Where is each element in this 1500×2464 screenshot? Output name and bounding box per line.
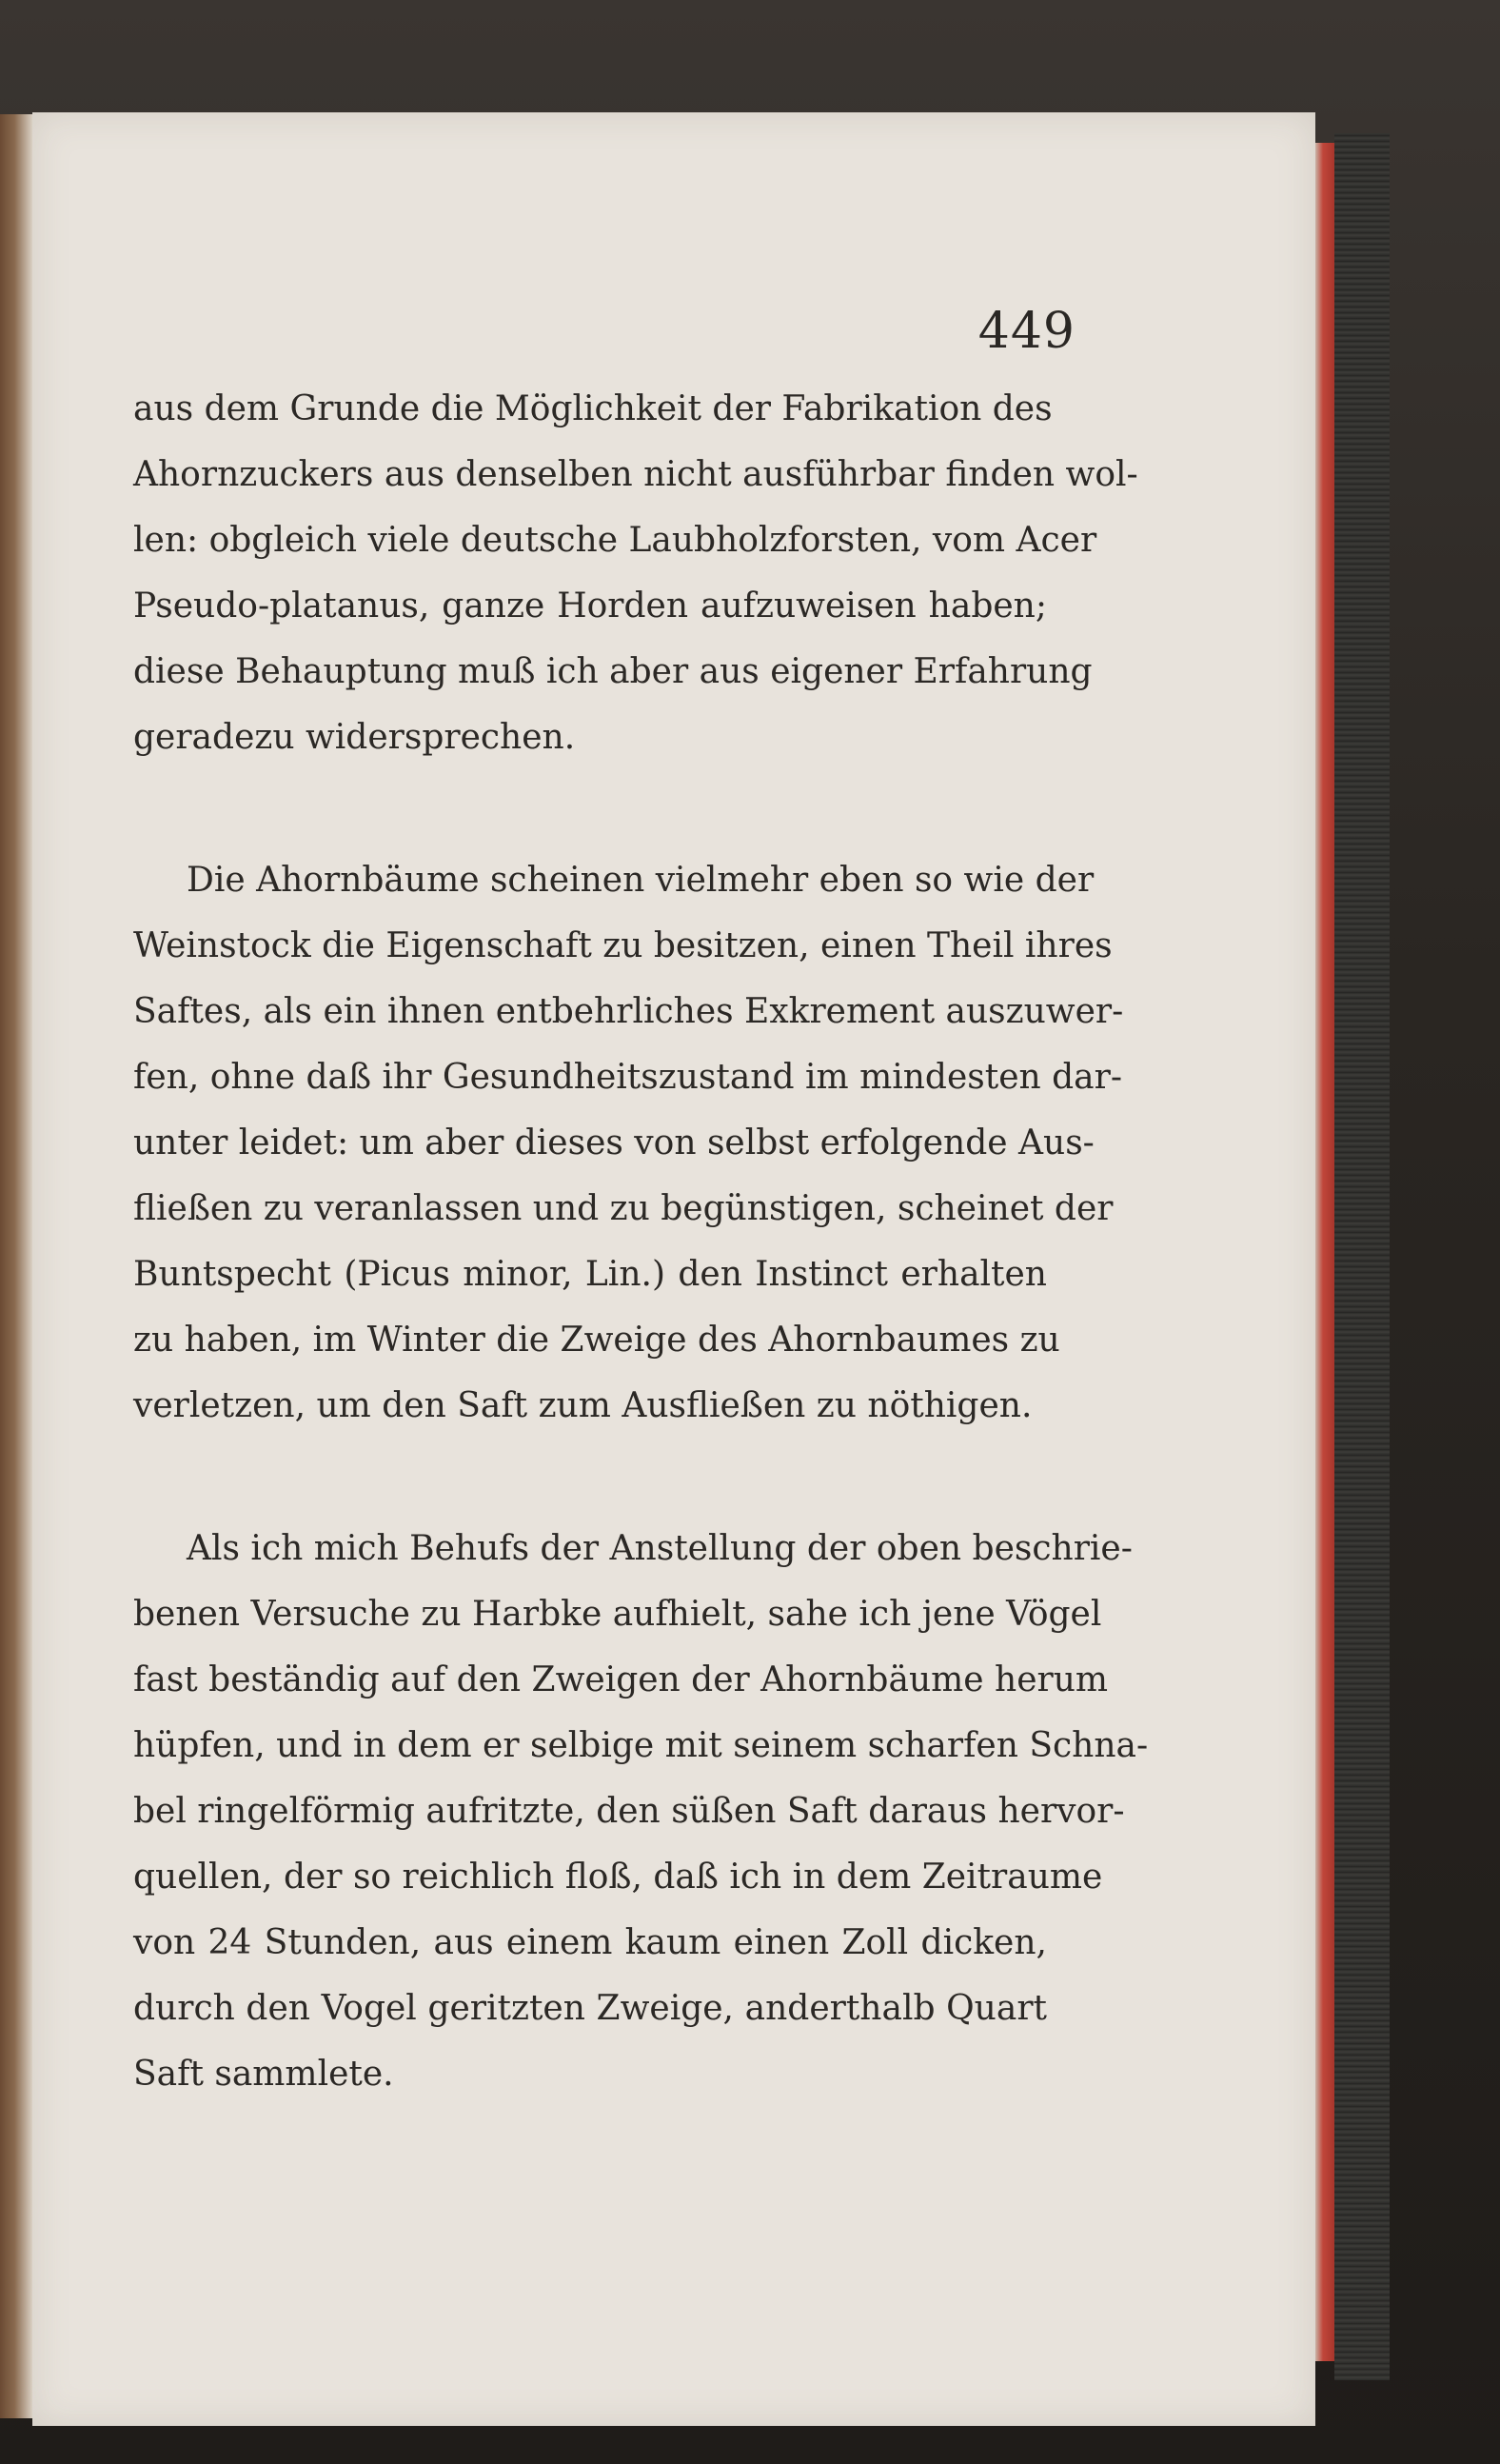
text-line: Die Ahornbäume scheinen vielmehr eben so wie der <box>187 861 1095 900</box>
text-line: len: obgleich viele deutsche Laubholzforsten, vom Acer <box>133 521 1097 560</box>
body-text <box>133 376 1149 2107</box>
red-page-edge <box>1315 143 1334 2361</box>
text-line: Als ich mich Behufs der Anstellung der oben beschrie- <box>187 1529 1133 1568</box>
text-line: Pseudo-platanus, ganze Horden aufzuweisen haben; <box>133 586 1047 626</box>
text-line: durch den Vogel geritzten Zweige, anderthalb Quart <box>133 1989 1047 2028</box>
text-line: zu haben, im Winter die Zweige des Ahornbaumes zu <box>133 1321 1060 1360</box>
paragraph-gap <box>133 1439 1047 1516</box>
text-line: bel ringelförmig aufritzte, den süßen Saft daraus hervor- <box>133 1792 1125 1831</box>
page-number: 449 <box>977 303 1076 360</box>
text-line: verletzen, um den Saft zum Ausfließen zu nöthigen. <box>133 1386 1033 1425</box>
page-stack-edge <box>1334 133 1390 2380</box>
text-line: quellen, der so reichlich floß, daß ich in dem Zeitraume <box>133 1858 1103 1897</box>
text-line: Weinstock die Eigenschaft zu besitzen, einen Theil ihres <box>133 926 1113 965</box>
text-line: Saftes, als ein ihnen entbehrliches Exkrement auszuwer- <box>133 992 1124 1031</box>
paragraph <box>133 376 1138 770</box>
text-line: aus dem Grunde die Möglichkeit der Fabrikation des <box>133 389 1053 428</box>
text-line: benen Versuche zu Harbke aufhielt, sahe ich jene Vögel <box>133 1595 1102 1634</box>
text-line: fließen zu veranlassen und zu begünstigen, scheinet der <box>133 1189 1114 1228</box>
text-line: diese Behauptung muß ich aber aus eigener Erfahrung <box>133 652 1093 691</box>
paragraph <box>133 1516 1149 2107</box>
text-line: Ahornzuckers aus denselben nicht ausführbar finden wol- <box>133 455 1138 494</box>
paragraph-gap <box>133 770 1047 847</box>
text-line: unter leidet: um aber dieses von selbst erfolgende Aus- <box>133 1123 1095 1162</box>
text-line: hüpfen, und in dem er selbige mit seinem scharfen Schna- <box>133 1726 1149 1765</box>
text-line: fen, ohne daß ihr Gesundheitszustand im mindesten dar- <box>133 1058 1123 1097</box>
previous-page-edge <box>0 114 32 2418</box>
text-line: von 24 Stunden, aus einem kaum einen Zoll dicken, <box>133 1923 1047 1962</box>
text-line: fast beständig auf den Zweigen der Ahornbäume herum <box>133 1660 1109 1699</box>
paragraph <box>133 847 1124 1439</box>
text-line: geradezu widersprechen. <box>133 718 576 757</box>
text-line: Buntspecht (Picus minor, Lin.) den Instinct erhalten <box>133 1255 1047 1294</box>
text-line: Saft sammlete. <box>133 2055 394 2094</box>
